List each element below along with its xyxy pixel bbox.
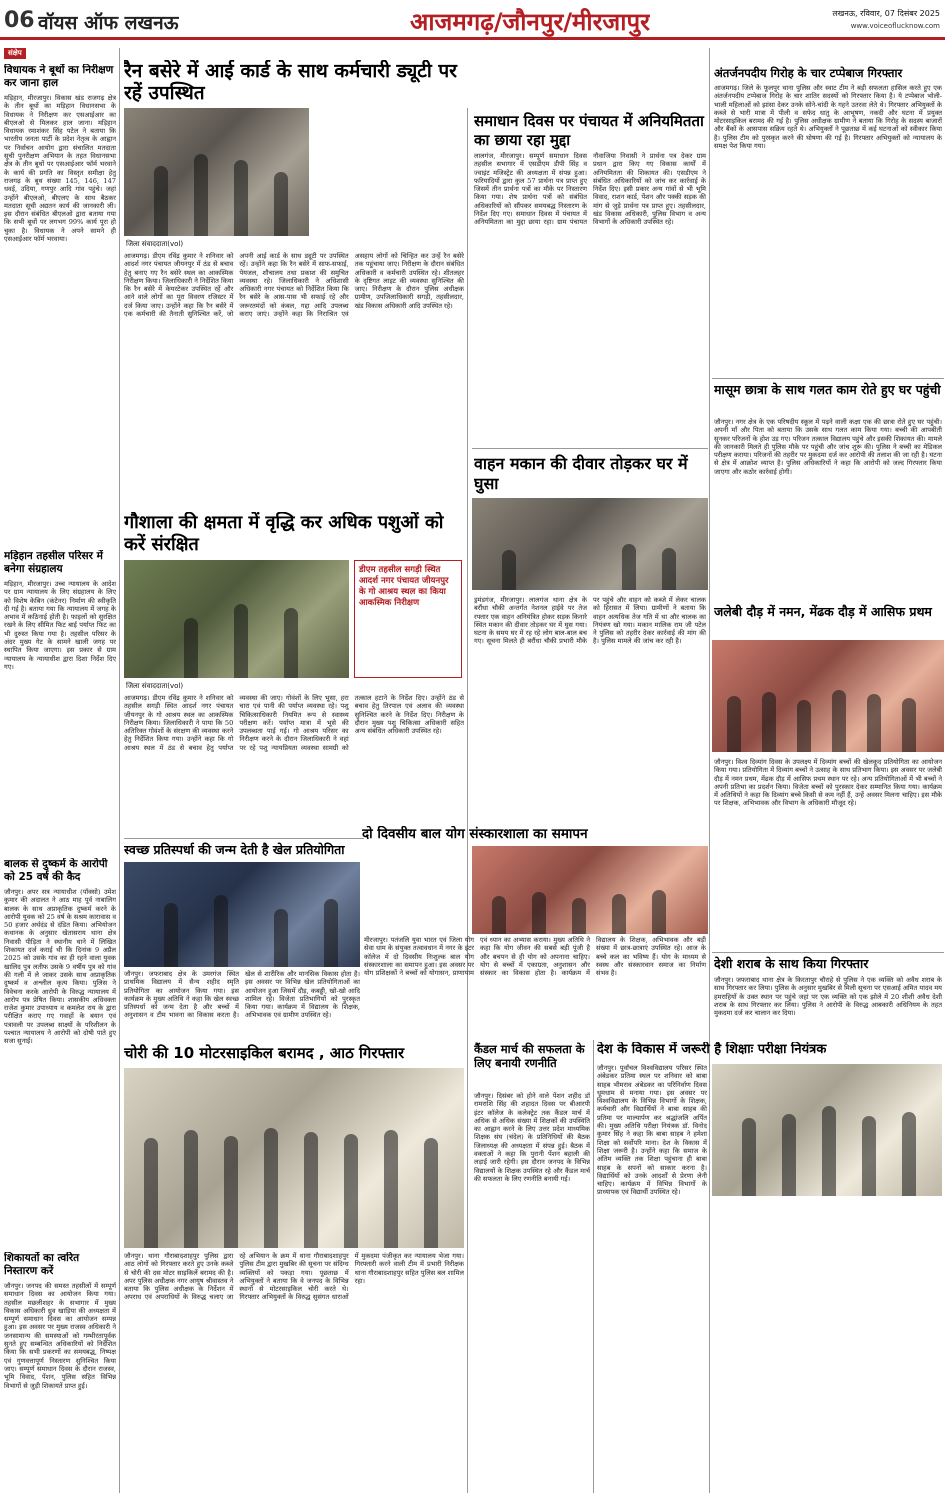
- section-rule: [472, 448, 708, 449]
- gaushala-photo: [124, 560, 349, 678]
- lead-headline: रैन बसेरे में आई कार्ड के साथ कर्मचारी ड्यूटी पर रहें उपस्थित: [124, 60, 457, 104]
- giroh-body: आजमगढ़। जिले के फूलपुर थाना पुलिस और स्वाट टीम ने बड़ी सफलता हासिल करते हुए एक अंतर्जनपदीय टप्पेबाज गिरोह के चार शातिर सदस्यों को गिरफ्तार किया है। ये टप्पेबाज भोली-भाली महिलाओं को झांसा देकर उनके सोने-चांदी के गहने उतरवा लेते थे। गिरफ्तार अभियुक्तों के कब्जे से भारी मात्रा में पीली व सफेद धातु के आभूषण, नकदी और घटना में प्रयुक्त मोटरसाइकिल बरामद की गई है। पुलिस अधीक्षक ग्रामीण ने बताया कि गिरोह के सदस्य बाजारों और बैंकों के आसपास सक्रिय रहते थे। अभियुक्तों ने पूछताछ में कई घटनाओं को स्वीकार किया है। पुलिस टीम को पुरस्कृत करने की घोषणा की गई है। गिरफ्तार अभियुक्तों को न्यायालय के समक्ष पेश किया गया।: [714, 84, 942, 151]
- vahan-body: ड्रमंडगंज, मीरजापुर। लालगंज थाना क्षेत्र के बरौंधा चौकी अन्तर्गत नेशनल हाईवे पर तेज रफ्तार एक वाहन अनियंत्रित होकर सड़क किनारे स्थित मकान की दीवार तोड़कर घर में घुस गया। घटना के समय घर में रह रहे लोग बाल-बाल बच गए। सूचना मिलते ही बरौंधा चौकी प्रभारी मौके पर पहुंचे और वाहन को कब्जे में लेकर चालक को हिरासत में लिया। ग्रामीणों ने बताया कि वाहन अत्यधिक तेज गति में था और चालक का नियंत्रण खो गया। मकान मालिक राम जी पटेल ने पुलिस को तहरीर देकर कार्रवाई की मांग की है। पुलिस मामले की जांच कर रही है।: [474, 596, 706, 646]
- sharab-body: जौनपुर। जफराबाद थाना क्षेत्र के किरतापुर चौराहे से पुलिस ने एक व्यक्ति को अवैध शराब के साथ गिरफ्तार कर लिया। पुलिस के अनुसार मुखबिर से मिली सूचना पर एसआई अमित यादव मय हमराहियों के उक्त स्थान पर पहुंचे जहां पर एक व्यक्ति को एक झोले में 20 शीशी अवैध देशी शराब के साथ गिरफ्तार कर लिया। पुलिस ने आरोपी के विरुद्ध आबकारी अधिनियम के तहत मुकदमा दर्ज कर चालान कर दिया।: [714, 976, 942, 1018]
- samadhan-headline: समाधान दिवस पर पंचायत में अनियमितता का छाया रहा मुद्दा: [474, 112, 704, 149]
- dateline: लखनऊ, रविवार, 07 दिसंबर 2025: [832, 9, 940, 18]
- section-rule: [712, 378, 944, 379]
- chhatra-body: जौनपुर। नगर क्षेत्र के एक परिषदीय स्कूल में पढ़ने वाली कक्षा एक की छात्रा रोते हुए घर पहुंची। अपनी माँ और पिता को बताया कि उसके साथ गलत काम किया गया। बच्ची की आपबीती सुनकर परिजनों के होश उड़ गए। परिजन तत्काल विद्यालय पहुंचे और इसकी शिकायत की। मामले की जानकारी मिलते ही पुलिस मौके पर पहुंची और जांच शुरू की। पुलिस ने बच्ची का मेडिकल परीक्षण कराया। परिजनों की तहरीर पर मुकदमा दर्ज कर आरोपी की तलाश की जा रही है। घटना से क्षेत्र में आक्रोश व्याप्त है। पुलिस अधिकारियों ने कहा कि आरोपी को जल्द गिरफ्तार किया जाएगा और कठोर कार्रवाई होगी।: [714, 418, 942, 476]
- yog-headline: दो दिवसीय बाल योग संस्कारशाला का समापन: [362, 826, 588, 842]
- yog-photo: [472, 846, 708, 934]
- vahan-headline: वाहन मकान की दीवार तोड़कर घर में घुसा: [474, 454, 688, 493]
- yog-body: मीरजापुर। पतंजलि युवा भारत एवं जिला योग सेवा धाम के संयुक्त तत्वावधान में नगर के इंटर कॉलेज में दो दिवसीय निःशुल्क बाल योग संस्कारशाला का समापन हुआ। इस अवसर पर योग प्रशिक्षकों ने बच्चों को योगासन, प्राणायाम एवं ध्यान का अभ्यास कराया। मुख्य अतिथि ने कहा कि योग जीवन की सबसे बड़ी पूंजी है और बचपन से ही योग को अपनाना चाहिए। योग से बच्चों में एकाग्रता, अनुशासन और संस्कार का विकास होता है। कार्यक्रम में विद्यालय के शिक्षक, अभिभावक और बड़ी संख्या में छात्र-छात्राएं उपस्थित रहे। आज के बच्चे कल का भविष्य हैं। योग के माध्यम से स्वस्थ और संस्कारवान समाज का निर्माण संभव है।: [364, 936, 706, 978]
- brand-name: वॉयस ऑफ लखनऊ: [38, 12, 179, 34]
- khel-photo: [124, 862, 360, 967]
- sidebar-item-title: विधायक ने बूथों का निरीक्षण कर जाना हाल: [4, 64, 114, 89]
- section-title: आजमगढ़/जौनपुर/मीरजापुर: [410, 8, 650, 36]
- section-rule: [124, 838, 364, 839]
- sidebar-item-body: मड़िहान, मीरजापुर। उच्च न्यायालय के आदेश पर ग्राम न्यायालय के लिए संग्रहालय के लिए को विशेष केबिन (कंटेनर) निर्माण की स्वीकृति दी गई है। बताया गया कि न्यायालय में जगह के अभाव में कठिनाई होती है। फाइलों को सुरक्षित रखने के लिए सीमित फिट बाई पर्याप्त फिट का भी दुरुस्त किया गया है। तहसील परिसर के अंदर मुख्य गेट के सामने खाली जगह पर स्थापित किया जाएगा। इस प्रकार से ग्राम न्यायालय के न्यायाधीश द्वारा दिशा निर्देश दिए गए।: [4, 580, 116, 671]
- lead-photo-caption: जिला संवाददाता(vol): [126, 240, 184, 248]
- khel-body: जौनपुर। जफराबाद क्षेत्र के उमरगंज स्थित प्राथमिक विद्यालय में सैन्य शहीद स्मृति प्रतियोगिता का आयोजन किया गया। इस कार्यक्रम के मुख्य अतिथि ने कहा कि खेल स्वच्छ प्रतिस्पर्धा को जन्म देता है और बच्चों में अनुशासन व टीम भावना का विकास करता है। खेल से शारीरिक और मानसिक विकास होता है। इस अवसर पर विभिन्न खेल प्रतियोगिताओं का आयोजन हुआ जिसमें दौड़, कबड्डी, खो-खो आदि शामिल रहे। विजेता प्रतिभागियों को पुरस्कृत किया गया। कार्यक्रम में विद्यालय के शिक्षक, अभिभावक एवं ग्रामीण उपस्थित रहे।: [124, 970, 360, 1020]
- sidebar-item-body: जौनपुर। जनपद की समस्त तहसीलों में सम्पूर्ण समाधान दिवस का आयोजन किया गया। तहसील मछलीशहर के सभागार में मुख्य विकास अधिकारी ध्रुव खाड़िया की अध्यक्षता में सम्पूर्ण समाधान दिवस का आयोजन सम्पन्न हुआ। इस अवसर पर मुख्य राजस्व अधिकारी ने जनसामान्य की समस्याओं को गम्भीरतापूर्वक सुनते हुए सम्बन्धित अधिकारियों को निर्देशित किया कि सभी प्रकरणों का समयबद्ध, निष्पक्ष एवं गुणवत्तापूर्ण निस्तारण सुनिश्चित किया जाए। सम्पूर्ण समाधान दिवस के दौरान राजस्व, भूमि विवाद, पेंशन, पुलिस सहित विभिन्न विभागों से जुड़ी शिकायतें प्राप्त हुईं।: [4, 1282, 116, 1390]
- samadhan-body: लालगंज, मीरजापुर। सम्पूर्ण समाधान दिवस तहसील सभागार में एसडीएम डीपी सिंह व ज्वाइंट मजिस्ट्रेट की अध्यक्षता में संपन्न हुआ। फरियादियों द्वारा कुल 57 प्रार्थना पत्र प्राप्त हुए जिसमें तीन प्रार्थना पत्रों का मौके पर निस्तारण किया गया। शेष प्रार्थना पत्रों को संबंधित अधिकारियों को सौंपकर समयबद्ध निस्तारण के निर्देश दिए गए। समाधान दिवस में पंचायत में अनियमितता का मुद्दा छाया रहा। ग्राम पंचायत नौवाजिया निवासी ने प्रार्थना पत्र देकर ग्राम प्रधान द्वारा किए गए विकास कार्यों में अनियमितता की शिकायत की। एसडीएम ने संबंधित अधिकारियों को जांच कर कार्रवाई के निर्देश दिए। इसी प्रकार अन्य गांवों से भी भूमि विवाद, राशन कार्ड, पेंशन और पक्की सड़क की मांग से जुड़े प्रार्थना पत्र प्राप्त हुए। तहसीलदार, खंड विकास अधिकारी, पुलिस विभाग व अन्य विभागों के अधिकारी उपस्थित रहे।: [474, 152, 706, 227]
- column-rule: [593, 1040, 594, 1493]
- sharab-headline: देशी शराब के साथ किया गिरफ्तार: [714, 956, 869, 971]
- lead-body: आजमगढ़। डीएम रविंद्र कुमार ने शनिवार को आदर्श नगर पंचायत जीयनपुर में ठंड से बचाव हेतु बनाए गए रैन बसेरे स्थल का आकस्मिक निरीक्षण किया। जिलाधिकारी ने निर्देशित किया कि रैन बसेरे में केयरटेकर उपस्थित रहें और आने वाले लोगों का पूरा विवरण रजिस्टर में दर्ज किया जाए। उन्होंने कहा कि रैन बसेरे में एक कर्मचारी की तैनाती सुनिश्चित करें, जो अपनी आई कार्ड के साथ ड्यूटी पर उपस्थित रहें। उन्होंने कहा कि रैन बसेरे में साफ-सफाई, पेयजल, शौचालय तथा प्रकाश की समुचित व्यवस्था रहे। जिलाधिकारी ने अधिशासी अधिकारी नगर पंचायत को निर्देशित किया कि रैन बसेरे के आस-पास भी सफाई रहे और जरूरतमंदों को कंबल, गद्दा आदि उपलब्ध कराए जाएं। उन्होंने कहा कि निराश्रित एवं असहाय लोगों को चिन्हित कर उन्हें रैन बसेरे तक पहुंचाया जाए। निरीक्षण के दौरान संबंधित अधिकारी व कर्मचारी उपस्थित रहे। शीतलहर के दृष्टिगत लाइट की व्यवस्था सुनिश्चित की जाए। निरीक्षण के दौरान पुलिस अधीक्षक ग्रामीण, उपजिलाधिकारी सगड़ी, तहसीलदार, खंड विकास अधिकारी आदि उपस्थित रहे।: [124, 252, 464, 319]
- daud-photo: [712, 640, 944, 752]
- chori-photo: [124, 1068, 464, 1248]
- shiksha-body: जौनपुर। पूर्वांचल विश्वविद्यालय परिसर स्थित अंबेडकर प्रतिमा स्थल पर शनिवार को बाबा साहब भीमराव अंबेडकर का परिनिर्वाण दिवस धूमधाम से मनाया गया। इस अवसर पर विश्वविद्यालय के विभिन्न विभागों के शिक्षक, कर्मचारी और विद्यार्थियों ने बाबा साहब की प्रतिमा पर माल्यार्पण कर श्रद्धांजलि अर्पित की। मुख्य अतिथि परीक्षा नियंत्रक डॉ. विनोद कुमार सिंह ने कहा कि बाबा साहब ने हमेशा शिक्षा को सर्वोपरि माना। देश के विकास में शिक्षा जरूरी है। उन्होंने कहा कि समाज के अंतिम व्यक्ति तक शिक्षा पहुंचाना ही बाबा साहब के सपनों को साकार करना है। विद्यार्थियों को उनके आदर्शों से प्रेरणा लेनी चाहिए। कार्यक्रम में विभिन्न विभागों के प्राध्यापक एवं विद्यार्थी उपस्थित रहे।: [597, 1064, 707, 1197]
- vahan-photo: [472, 498, 708, 590]
- column-rule: [119, 48, 120, 1493]
- page-number: 06: [4, 8, 35, 33]
- sidebar: [4, 48, 116, 1493]
- sidebar-label: संक्षेप: [4, 48, 26, 59]
- shiksha-headline: देश के विकास में जरूरी है शिक्षाः परीक्षा नियंत्रक: [597, 1042, 827, 1057]
- sidebar-item-title: बालक से दुष्कर्म के आरोपी को 25 वर्ष की कैद: [4, 858, 108, 883]
- masthead-rule: [0, 37, 945, 40]
- gaushala-highlight-box: [354, 560, 462, 678]
- column-rule: [467, 108, 468, 1493]
- sidebar-item-body: जौनपुर। अपर सत्र न्यायाधीश (पॉक्सो) उमेश कुमार की अदालत ने आठ माह पूर्व नाबालिग बालक के साथ अप्राकृतिक दुष्कर्म करने के आरोपी युवक को 25 वर्ष के सश्रम कारावास व 50 हजार अर्थदंड से दंडित किया। अभियोजन कथानक के अनुसार खेतासराय थाना क्षेत्र निवासी पीड़िता ने स्थानीय थाने में लिखित शिकायत दर्ज कराई थी कि दिनांक 9 अप्रैल 2025 को उसके गांव का ही रहने वाला युवक खालिद पुत्र लतीफ उसके 9 वर्षीय पुत्र को गांव की गली में ले जाकर उसके साथ अप्राकृतिक दुष्कर्म व अश्लील कृत्य किया। पुलिस ने विवेचना करके आरोपी के विरुद्ध न्यायालय में आरोप पत्र प्रेषित किया। शासकीय अधिवक्ता राजेश कुमार उपाध्याय व कमलेश राय के द्वारा परीक्षित कराए गए गवाहों के बयान एवं पत्रावली पर उपलब्ध साक्ष्यों के परिशीलन के पश्चात न्यायालय ने आरोपी को दोषी पाते हुए सजा सुनाई।: [4, 888, 116, 1046]
- candle-body: जौनपुर। दिसंबर को होने वाले पेंशन शहीद डॉ रामराशि सिंह की शहादत दिवस पर बीआरपी इंटर कॉलेज के कलेक्ट्रेट तक कैंडल मार्च में अधिक से अधिक संख्या में शिक्षकों की उपस्थिति का आह्वान करने के लिए उत्तर प्रदेश माध्यमिक शिक्षक संघ (चंदेल) के प्रतिनिधियों की बैठक जिलाध्यक्ष की अध्यक्षता में संपन्न हुई। बैठक में वक्ताओं ने कहा कि पुरानी पेंशन बहाली की लड़ाई जारी रहेगी। इस दौरान जनपद के विभिन्न विद्यालयों के शिक्षक उपस्थित रहे और कैंडल मार्च की सफलता के लिए रणनीति बनायी गई।: [474, 1092, 590, 1183]
- giroh-headline: अंतर्जनपदीय गिरोह के चार टप्पेबाज गिरफ्तार: [714, 66, 903, 80]
- lead-photo: [124, 108, 309, 236]
- section-rule: [712, 952, 944, 953]
- column-rule: [709, 48, 710, 1493]
- chhatra-headline: मासूम छात्रा के साथ गलत काम रोते हुए घर पहुंची: [714, 382, 941, 397]
- chori-headline: चोरी की 10 मोटरसाइकिल बरामद , आठ गिरफ्तार: [124, 1044, 405, 1062]
- daud-body: जौनपुर। विश्व दिव्यांग दिवस के उपलक्ष्य में दिव्यांग बच्चों की खेलकूद प्रतियोगिता का आयोजन किया गया। प्रतियोगिता में दिव्यांग बच्चों ने उत्साह के साथ प्रतिभाग किया। इस अवसर पर जलेबी दौड़ में नमन प्रथम, मेंढक दौड़ में आसिफ प्रथम स्थान पर रहे। अन्य प्रतियोगिताओं में भी बच्चों ने अपनी प्रतिभा का प्रदर्शन किया। विजेता बच्चों को पुरस्कार देकर सम्मानित किया गया। कार्यक्रम में अतिथियों ने कहा कि दिव्यांग बच्चे किसी से कम नहीं हैं, उन्हें अवसर मिलना चाहिए। इस मौके पर शिक्षक, अभिभावक और विभाग के अधिकारी मौजूद रहे।: [714, 758, 942, 808]
- daud-headline: जलेबी दौड़ में नमन, मेंढक दौड़ में आसिफ प्रथम: [714, 604, 932, 619]
- sidebar-item-title: मड़िहान तहसील परिसर में बनेगा संग्रहालय: [4, 550, 103, 575]
- masthead: [0, 0, 945, 58]
- candle-headline: कैंडल मार्च की सफलता के लिए बनायी रणनीति: [474, 1042, 585, 1070]
- chori-body: जौनपुर। थाना गौराबादशाहपुर पुलिस द्वारा आठ लोगों को गिरफ्तार करते हुए उनके कब्जे से चोरी की दस मोटर साइकिलें बरामद की है। अपर पुलिस अधीक्षक नगर आयुष श्रीवास्तव ने बताया कि पुलिस अधीक्षक के निर्देशन में अपराध एवं अपराधियों के विरुद्ध चलाए जा रहे अभियान के क्रम में थाना गौराबादशाहपुर पुलिस टीम द्वारा मुखबिर की सूचना पर संदिग्ध व्यक्तियों को पकड़ा गया। पूछताछ में अभियुक्तों ने बताया कि वे जनपद के विभिन्न स्थानों से मोटरसाइकिल चोरी करते थे। गिरफ्तार अभियुक्तों के विरुद्ध सुसंगत धाराओं में मुकदमा पंजीकृत कर न्यायालय भेजा गया। गिरफ्तारी करने वाली टीम में प्रभारी निरीक्षक थाना गौराबादशाहपुर सहित पुलिस बल शामिल रहा।: [124, 1252, 464, 1302]
- website[interactable]: www.voiceoflucknow.com: [850, 22, 940, 30]
- shiksha-photo: [712, 1064, 942, 1196]
- khel-headline: स्वच्छ प्रतिस्पर्धा की जन्म देती है खेल प्रतियोगिता: [124, 842, 345, 857]
- sidebar-item-title: शिकायतों का त्वरित निस्तारण करें: [4, 1252, 80, 1277]
- gaushala-box-text: डीएम तहसील सगड़ी स्थित आदर्श नगर पंचायत जीयनपुर के गो आश्रय स्थल का किया आकस्मिक निरीक्षण: [359, 565, 449, 608]
- sidebar-item-body: मड़िहान, मीरजापुर। विकास खंड राजगढ़ क्षेत्र के तीन बूथों का मड़िहान विधानसभा के विधायक ने निरीक्षण कर एसआईआर का बीएलओ से मिलकर हाल जाना। मड़िहान विधायक रमाशंकर सिंह पटेल ने बताया कि भारतीय जनता पार्टी के प्रदेश नेतृत्व के आह्वान पर निर्वाचन आयोग द्वारा संचालित मतदाता सूची पुनरीक्षण अभियान के तहत विधानसभा क्षेत्र के तीन बूथों पर एसआईआर फॉर्म भरवाने के कार्य की प्रगति का विस्तृत समीक्षा हेतु राजगढ़ के बूथ संख्या 145, 146, 147 धवई, उदिया, गणपुर आदि गांव पहुंचे। जहां उन्होंने बीएलओ, बीएलए के साथ बैठकर मतदाता सूची अद्यतन कार्य की जानकारी ली। इस दौरान संबंधित बीएलओ द्वारा बताया गया कि सभी बूथों पर लगभग 99% कार्य पूरा हो चुका है। विधायक ने अपने सामने ही एसआईआर फॉर्म भरवाया।: [4, 94, 116, 244]
- gaushala-body: आजमगढ़। डीएम रविंद्र कुमार ने शनिवार को तहसील सगड़ी स्थित आदर्श नगर पंचायत जीयनपुर के गो आश्रय स्थल का आकस्मिक निरीक्षण किया। जिलाधिकारी ने पाया कि 50 अतिरिक्त गोवंशों के संरक्षण की व्यवस्था करने हेतु निर्देशित किया गया। उन्होंने कहा कि गो आश्रय स्थल में ठंड से बचाव हेतु पर्याप्त व्यवस्था की जाए। गोवंशों के लिए भूसा, हरा चारा एवं पानी की पर्याप्त व्यवस्था रहे। पशु चिकित्साधिकारी नियमित रूप से स्वास्थ्य परीक्षण करें। पर्याप्त मात्रा में भूसे की उपलब्धता पाई गई। गो आश्रय परिसर का निरीक्षण करने के दौरान जिलाधिकारी ने वहां पर रहे पशु न्यायप्रियता व्यवस्था सामग्री को तत्काल हटाने के निर्देश दिए। उन्होंने ठंड से बचाव हेतु तिरपाल एवं अलाव की व्यवस्था सुनिश्चित करने के निर्देश दिए। निरीक्षण के दौरान मुख्य पशु चिकित्सा अधिकारी सहित अन्य संबंधित अधिकारी उपस्थित रहे।: [124, 694, 464, 752]
- gaushala-headline: गौशाला की क्षमता में वृद्धि कर अधिक पशुओं को करें संरक्षित: [124, 512, 444, 555]
- gaushala-photo-caption: जिला संवाददाता(vol): [126, 682, 184, 690]
